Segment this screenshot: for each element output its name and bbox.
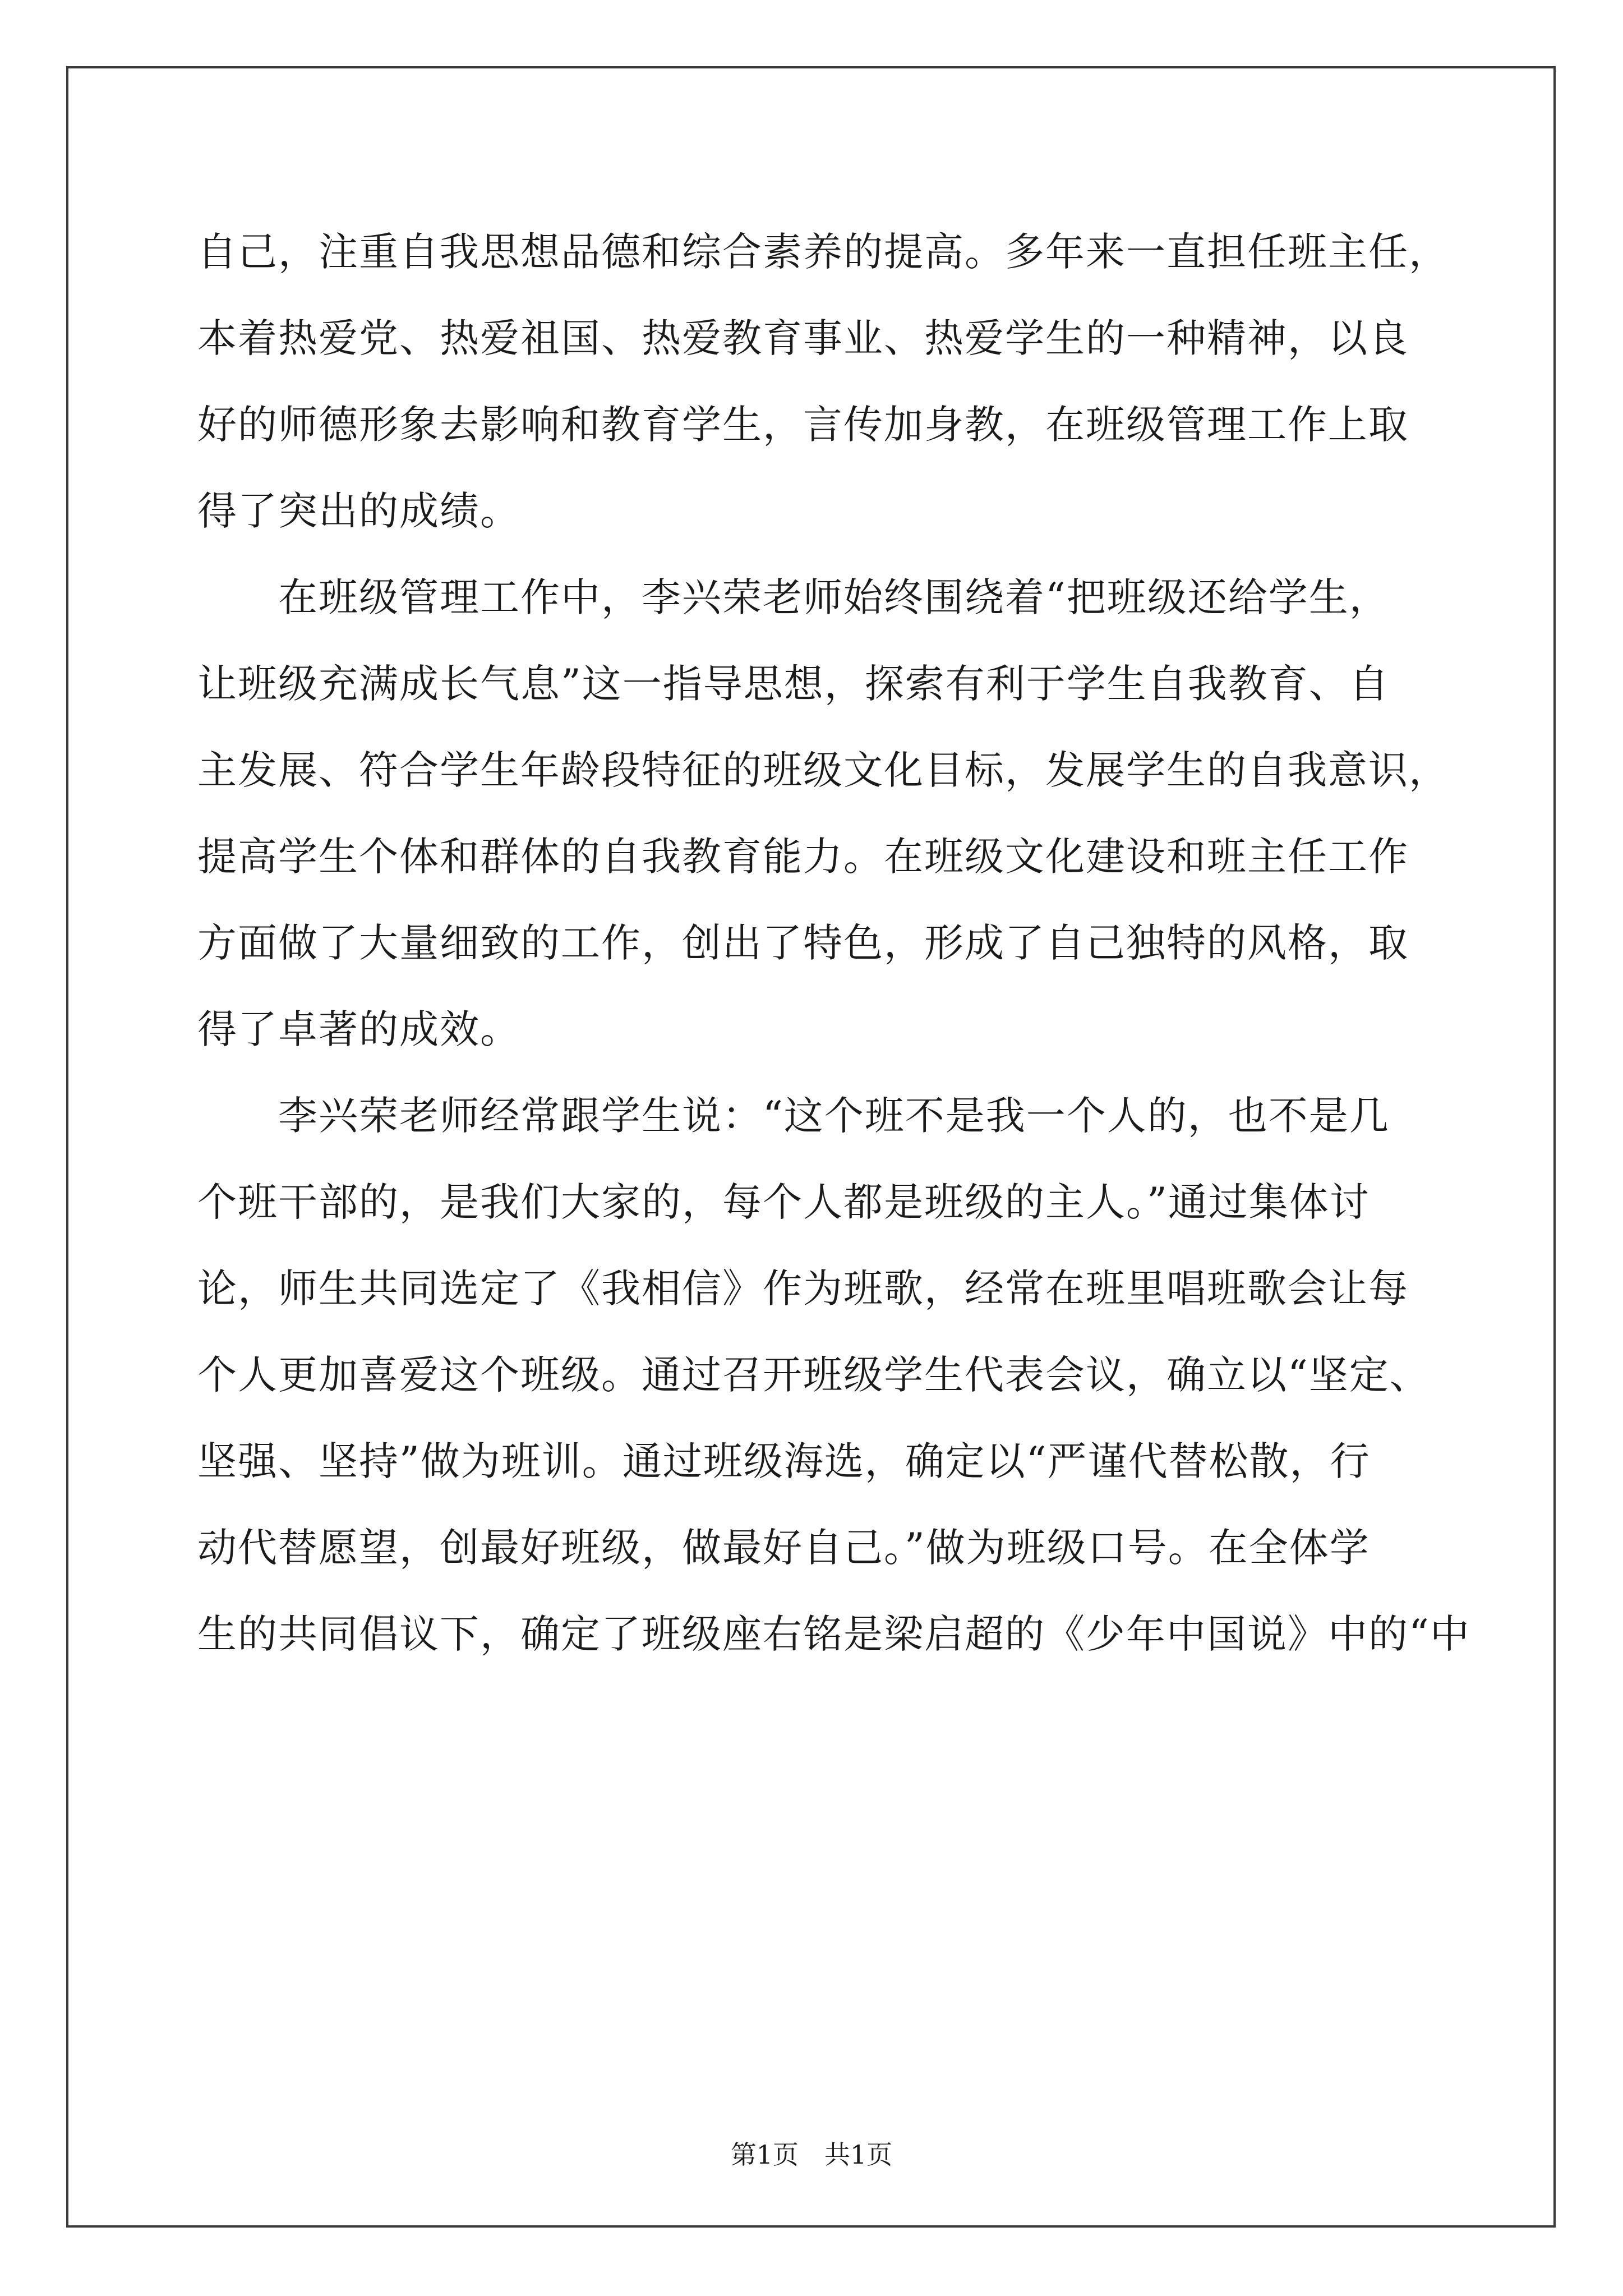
text-line: 个人更加喜爱这个班级。通过召开班级学生代表会议，确立以“坚定、 [197, 1352, 1430, 1398]
text-line: 动代替愿望，创最好班级，做最好自己。”做为班级口号。在全体学 [197, 1525, 1370, 1571]
text-line: 提高学生个体和群体的自我教育能力。在班级文化建设和班主任工作 [197, 834, 1409, 880]
text-line: 自己，注重自我思想品德和综合素养的提高。多年来一直担任班主任， [197, 229, 1449, 275]
text-line: 主发展、符合学生年龄段特征的班级文化目标，发展学生的自我意识， [197, 747, 1449, 793]
text-line: 好的师德形象去影响和教育学生，言传加身教，在班级管理工作上取 [197, 402, 1409, 448]
text-line: 生的共同倡议下，确定了班级座右铭是梁启超的《少年中国说》中的“中 [197, 1611, 1470, 1657]
document-body [197, 209, 1470, 1677]
page-number-label: 第1页 共1页 [730, 2139, 893, 2170]
text-line: 在班级管理工作中，李兴荣老师始终围绕着“把班级还给学生， [197, 574, 1390, 620]
text-line: 李兴荣老师经常跟学生说：“这个班不是我一个人的，也不是几 [197, 1093, 1390, 1139]
page-footer [0, 2134, 1623, 2171]
text-line: 本着热爱党、热爱祖国、热爱教育事业、热爱学生的一种精神，以良 [197, 315, 1409, 361]
text-line: 坚强、坚持”做为班训。通过班级海选，确定以“严谨代替松散，行 [197, 1438, 1371, 1484]
text-line: 方面做了大量细致的工作，创出了特色，形成了自己独特的风格，取 [197, 920, 1409, 966]
text-line: 得了卓著的成效。 [197, 1006, 520, 1052]
text-line: 个班干部的，是我们大家的，每个人都是班级的主人。”通过集体讨 [197, 1179, 1370, 1225]
text-line: 让班级充满成长气息”这一指导思想，探索有利于学生自我教育、自 [197, 661, 1390, 707]
text-line: 论，师生共同选定了《我相信》作为班歌，经常在班里唱班歌会让每 [197, 1266, 1409, 1312]
text-line: 得了突出的成绩。 [197, 488, 520, 534]
